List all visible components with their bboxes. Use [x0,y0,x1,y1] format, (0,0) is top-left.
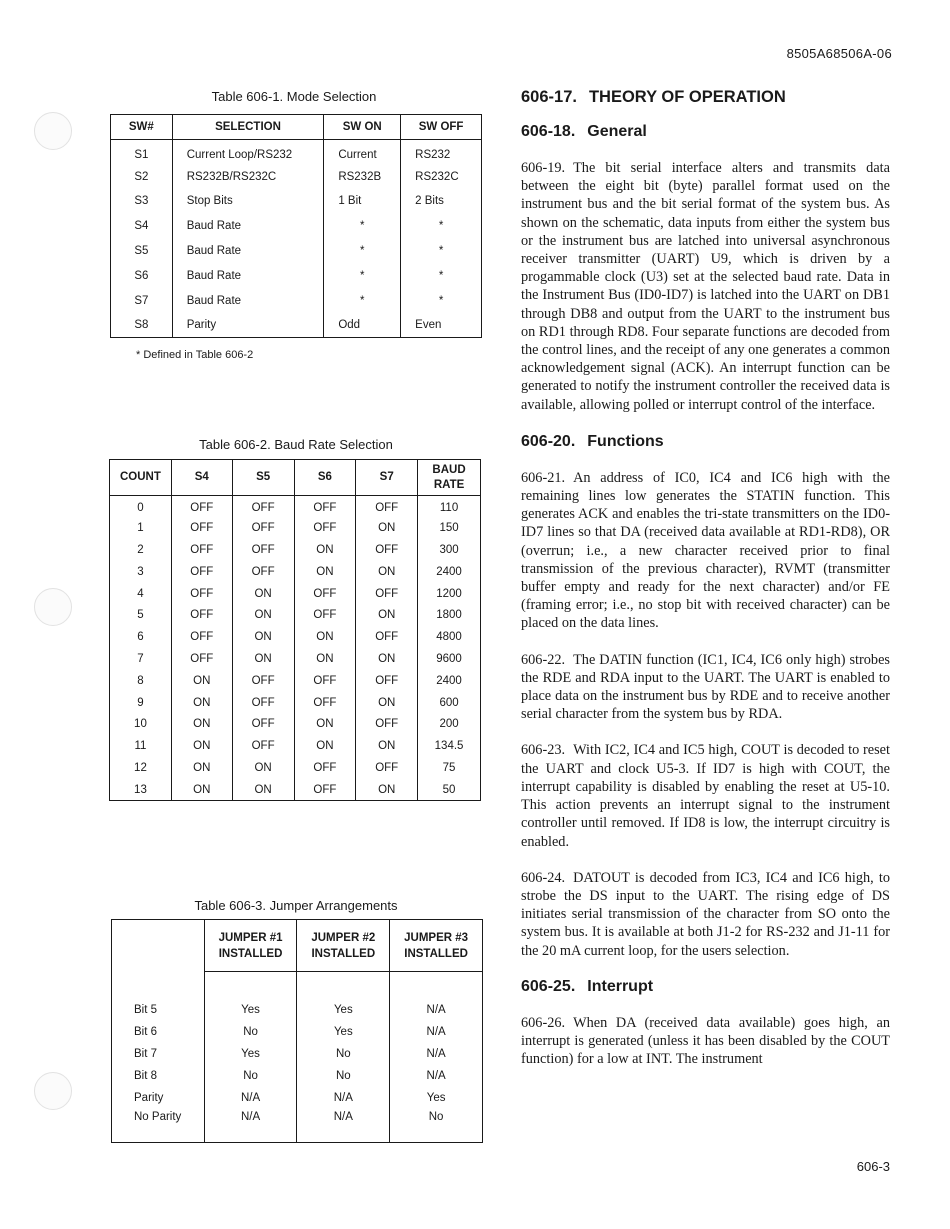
mode-selection-table [110,114,482,338]
punch-hole [34,1072,72,1110]
table-header-row [112,920,483,972]
table-cell: OFF [356,583,418,605]
column-header: S7 [356,460,418,496]
table-cell [390,972,483,1000]
table-row [111,189,482,214]
paragraph-text: With IC2, IC4 and IC5 high, COUT is decoded to reset the UART and clock U5-3. If ID7 is high with COUT, the interrupt capability is disabled by enabling the reset at U5-10. This action prevents an interrupt signal to the instrument controller until removed. If ID8 is low, the interrupt circuitry is enabled. [521,742,890,850]
table-cell: OFF [171,561,232,583]
table-cell: OFF [232,692,294,714]
table-cell: Current [324,140,401,165]
table-cell: ON [232,648,294,670]
table-cell: 2 [110,539,172,561]
table-cell: S3 [111,189,173,214]
table-cell: 2400 [418,670,481,692]
table3-caption: Table 606-3. Jumper Arrangements [194,898,398,913]
table-cell: RS232B [324,164,401,189]
table-cell: 9600 [418,648,481,670]
table-cell: ON [232,604,294,626]
table-row [110,517,481,539]
table-cell: OFF [294,757,356,779]
table-cell: ON [171,757,232,779]
paragraph [521,869,890,960]
table-cell: ON [294,626,356,648]
table-cell: 1 Bit [324,189,401,214]
table-cell: N/A [390,1000,483,1022]
table-cell: S4 [111,214,173,239]
theory-of-operation-column [521,86,890,1068]
table-row [112,1043,483,1065]
table-cell: OFF [294,604,356,626]
table-header-row [110,460,481,496]
table-cell [112,972,205,1000]
table-cell: Baud Rate [172,239,324,264]
column-header: S4 [171,460,232,496]
column-header [204,920,297,972]
table-cell: ON [294,561,356,583]
table-cell: Parity [112,1087,205,1109]
table-header-row [111,115,482,140]
table-cell: 9 [110,692,172,714]
table-spacer-row [112,972,483,1000]
table-cell: OFF [294,583,356,605]
table-cell: N/A [204,1087,297,1109]
table-cell: 7 [110,648,172,670]
table-cell: OFF [294,517,356,539]
table-cell: OFF [232,517,294,539]
table-cell: S6 [111,263,173,288]
table-cell: OFF [171,583,232,605]
table-cell: RS232C [401,164,482,189]
header-line: RATE [433,478,465,491]
table-cell: 75 [418,757,481,779]
column-header: COUNT [110,460,172,496]
table-cell: 11 [110,735,172,757]
table-cell: ON [356,604,418,626]
table-row [110,561,481,583]
table-row [111,288,482,313]
table-cell: OFF [232,670,294,692]
table-cell: Yes [297,1000,390,1022]
table-cell: * [401,214,482,239]
section-number: 606-25. [521,977,576,995]
table-cell: No [297,1043,390,1065]
table-cell: ON [232,757,294,779]
paragraph-text: An address of IC0, IC4 and IC6 high with the remaining lines low generates the STATIN function. This generates ACK and enables the tri-state transmitters on the ID0-ID7 lines so that DA (received data available at RD1-RD8), OR (overrun; i.e., a new character received prior to final transmission of the previous character), RVMT (transmitter buffer empty and ready for the next character) and/or FE (framing error; i.e., no stop bit with received character) can be placed on the data lines. [521,469,890,632]
table-cell: OFF [171,648,232,670]
paragraph [521,1014,890,1069]
column-header: SELECTION [172,115,324,140]
table-cell [297,972,390,1000]
table-row [110,692,481,714]
table-cell: Yes [390,1087,483,1109]
table-cell: OFF [232,735,294,757]
paragraph-text: When DA (received data available) goes high, an interrupt is generated (unless it has been disabled by the COUT function) for a low at INT. The instrument [521,1014,890,1068]
baud-rate-table [109,459,481,801]
table-cell: 600 [418,692,481,714]
table-row [112,1087,483,1109]
table-cell: 1 [110,517,172,539]
section-heading [521,123,890,141]
column-header: S6 [294,460,356,496]
table-cell: Yes [204,1000,297,1022]
table-cell: N/A [390,1021,483,1043]
table-cell: S5 [111,239,173,264]
column-header: S5 [232,460,294,496]
table-cell: OFF [294,692,356,714]
table-cell: OFF [232,713,294,735]
column-header [418,460,481,496]
table1-caption: Table 606-1. Mode Selection [211,89,377,104]
table-cell: S7 [111,288,173,313]
document-id: 8505A68506A-06 [786,46,892,61]
paragraph-number: 606-23. [521,742,566,759]
table-cell: OFF [294,670,356,692]
table-cell: Yes [297,1021,390,1043]
table-cell: 110 [418,496,481,518]
table-cell: OFF [171,604,232,626]
table-cell: OFF [356,670,418,692]
table-cell: Baud Rate [172,214,324,239]
table-cell: N/A [204,1108,297,1142]
table-cell: Bit 7 [112,1043,205,1065]
header-line: INSTALLED [311,947,376,960]
section-title: Functions [587,432,664,450]
table-cell: OFF [232,539,294,561]
table-cell: Baud Rate [172,288,324,313]
table-row [111,164,482,189]
paragraph-number: 606-19. [521,160,566,176]
table-cell: Stop Bits [172,189,324,214]
table-row [110,648,481,670]
table-cell: ON [171,713,232,735]
paragraph [521,469,890,633]
table-cell: ON [294,735,356,757]
table-cell: ON [294,539,356,561]
table-cell: ON [356,561,418,583]
table-cell: N/A [390,1065,483,1087]
column-header [390,920,483,972]
table-cell: Even [401,313,482,338]
jumper-table [111,919,483,1143]
header-line: JUMPER #2 [311,931,376,944]
table-cell: 1200 [418,583,481,605]
section-title: Interrupt [587,977,654,995]
table-cell: Bit 6 [112,1021,205,1043]
table-row [110,713,481,735]
table-cell: * [324,239,401,264]
table-cell: 300 [418,539,481,561]
paragraph-number: 606-26. [521,1014,566,1031]
table-cell: 4 [110,583,172,605]
table-cell: ON [232,779,294,801]
column-header: SW OFF [401,115,482,140]
table-cell: No [204,1021,297,1043]
table-cell: OFF [232,561,294,583]
punch-hole [34,588,72,626]
table-cell: ON [232,583,294,605]
section-number: 606-18. [521,123,576,140]
table-cell: 134.5 [418,735,481,757]
table-row [112,1108,483,1142]
section-number: 606-20. [521,432,576,450]
table-cell: 0 [110,496,172,518]
table-cell: OFF [356,757,418,779]
table-cell: No [390,1108,483,1142]
table-cell: * [401,239,482,264]
table-row [110,626,481,648]
paragraph-text: The bit serial interface alters and transmits data between the eight bit (byte) parallel format used on the instrument bus and the bit serial format of the system bus. As shown on the schematic, data inputs from either the system bus or the instrument bus are latched into universal asynchronous receiver transmitter (UART) U9, which is driven by a progammable clock (U3) set at the selected baud rate. Data in the Instrument Bus (ID0-ID7) is latched into the UART on DB1 through DB8 and output from the UART to the instrument bus on RD1 through RD8. Four separate functions are decoded from the control lines, and the receipt of any one generates a common acknowledgement signal (ACK). An interrupt function can be generated to notify the instrument controller the received data is available, allowing polled or interrupt control of the interface. [521,160,890,413]
table-cell: No Parity [112,1108,205,1142]
table-cell: N/A [297,1087,390,1109]
table-cell: N/A [390,1043,483,1065]
table-cell: Parity [172,313,324,338]
table-cell: OFF [356,539,418,561]
paragraph-number: 606-21. [521,469,566,486]
table-cell: RS232B/RS232C [172,164,324,189]
table-cell: N/A [297,1108,390,1142]
table-cell: 2400 [418,561,481,583]
column-header: SW ON [324,115,401,140]
column-header-blank [112,920,205,972]
paragraph-text: The DATIN function (IC1, IC4, IC6 only high) strobes the RDE and RDA input to the UART. The UART is enabled to place data on the instrument bus by RDE and to receive another serial character from the system bus by RDA. [521,651,890,723]
table-cell: 3 [110,561,172,583]
table-cell: OFF [171,496,232,518]
table-cell: ON [356,692,418,714]
table-cell: S1 [111,140,173,165]
table-cell: OFF [294,779,356,801]
header-line: JUMPER #1 [218,931,283,944]
table-cell: 8 [110,670,172,692]
table-cell: 4800 [418,626,481,648]
table-cell: ON [356,735,418,757]
table-cell: 5 [110,604,172,626]
table-cell: * [401,288,482,313]
table-cell: OFF [171,539,232,561]
column-header: SW# [111,115,173,140]
table-cell: S8 [111,313,173,338]
paragraph [521,741,890,850]
table-cell: 6 [110,626,172,648]
table-cell: Yes [204,1043,297,1065]
table-cell: 150 [418,517,481,539]
table-cell: OFF [356,496,418,518]
baud-rate-rows [110,496,481,801]
paragraph-text: DATOUT is decoded from IC3, IC4 and IC6 high, to strobe the DS input to the UART. The rising edge of DS initiates serial transmission of the character from SO onto the system bus. It is available at both J1-2 for RS-232 and J1-11 for the 20 mA current loop, for the users selection. [521,869,890,959]
table-row [111,239,482,264]
table-row [112,1065,483,1087]
column-header [297,920,390,972]
section-number: 606-17. [521,88,577,106]
paragraph [521,159,890,414]
paragraph-number: 606-24. [521,869,566,886]
table-cell: * [324,263,401,288]
table-cell: OFF [294,496,356,518]
section-heading [521,88,890,107]
table-cell: 13 [110,779,172,801]
page-number: 606-3 [856,1159,890,1174]
table-cell: ON [356,517,418,539]
table-cell: Bit 5 [112,1000,205,1022]
table-row [110,496,481,518]
table-cell: No [204,1065,297,1087]
table-cell: S2 [111,164,173,189]
header-line: INSTALLED [404,947,468,960]
table-cell: * [324,214,401,239]
table-row [112,1021,483,1043]
table-cell: 200 [418,713,481,735]
table-cell: 12 [110,757,172,779]
section-title: General [587,123,647,140]
section-heading [521,433,890,451]
table-cell: OFF [356,713,418,735]
table-cell: Baud Rate [172,263,324,288]
table-cell: OFF [171,626,232,648]
table-cell: OFF [171,517,232,539]
table-cell: ON [171,735,232,757]
table-cell: ON [171,692,232,714]
table-row [110,670,481,692]
table-cell: 50 [418,779,481,801]
paragraph-number: 606-22. [521,651,566,668]
table-cell: ON [171,670,232,692]
header-line: INSTALLED [218,947,283,960]
paragraph [521,651,890,724]
table-cell: No [297,1065,390,1087]
table-cell: ON [356,648,418,670]
table-cell: ON [356,779,418,801]
section-heading [521,978,890,996]
table-row [110,735,481,757]
table-row [110,539,481,561]
table-cell: Current Loop/RS232 [172,140,324,165]
table-row [112,1000,483,1022]
table-cell: ON [294,713,356,735]
table-row [111,140,482,165]
table-cell: 1800 [418,604,481,626]
table-row [110,779,481,801]
punch-hole [34,112,72,150]
header-line: BAUD [432,463,466,476]
table-cell: ON [232,626,294,648]
table-row [111,313,482,338]
table-row [111,214,482,239]
table-cell: ON [171,779,232,801]
table-cell: Odd [324,313,401,338]
table-row [110,757,481,779]
table-cell [204,972,297,1000]
table-row [110,604,481,626]
table-cell: RS232 [401,140,482,165]
table-cell: OFF [356,626,418,648]
table-cell: ON [294,648,356,670]
table-cell: OFF [232,496,294,518]
table-row [111,263,482,288]
table-cell: * [401,263,482,288]
header-line: JUMPER #3 [404,931,469,944]
table-cell: 2 Bits [401,189,482,214]
table-cell: Bit 8 [112,1065,205,1087]
table2-caption: Table 606-2. Baud Rate Selection [199,437,393,452]
table-cell: 10 [110,713,172,735]
table-row [110,583,481,605]
table1-footnote: * Defined in Table 606-2 [136,349,254,361]
section-title: THEORY OF OPERATION [588,88,786,106]
table-cell: * [324,288,401,313]
